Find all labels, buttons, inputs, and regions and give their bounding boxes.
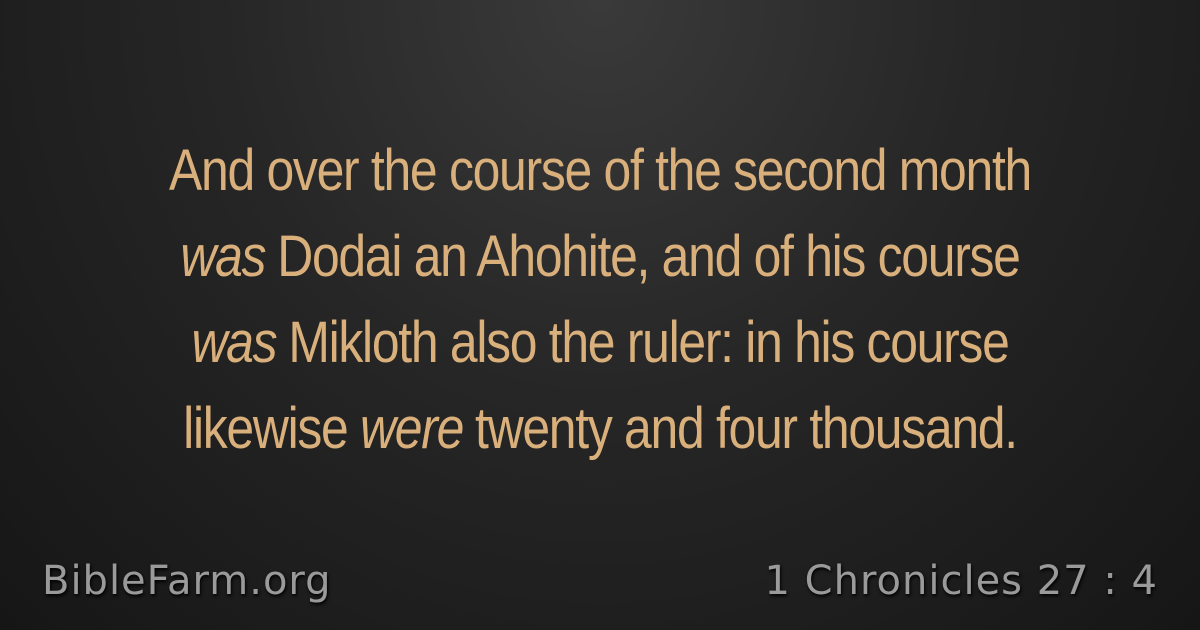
verse-line-2-text: Dodai an Ahohite, and of his course: [277, 224, 1020, 289]
verse-line-3: [84, 300, 1116, 386]
verse-line-4-text: twenty and four thousand.: [475, 396, 1017, 461]
verse-line-4-italic: were: [360, 396, 464, 461]
verse-line-3-italic: was: [191, 310, 277, 375]
verse-line-2-italic: was: [180, 224, 266, 289]
verse-line-2: [84, 214, 1116, 300]
site-name: BibleFarm.org: [42, 558, 332, 604]
verse-line-3-text: Mikloth also the ruler: in his course: [288, 310, 1009, 375]
verse-text: [84, 128, 1116, 472]
verse-reference: 1 Chronicles 27 : 4: [764, 558, 1158, 604]
verse-line-4: [84, 386, 1116, 472]
verse-line-4-pre: likewise: [183, 396, 348, 461]
verse-line-1-text: And over the course of the second month: [169, 138, 1031, 203]
verse-line-1: [84, 128, 1116, 214]
